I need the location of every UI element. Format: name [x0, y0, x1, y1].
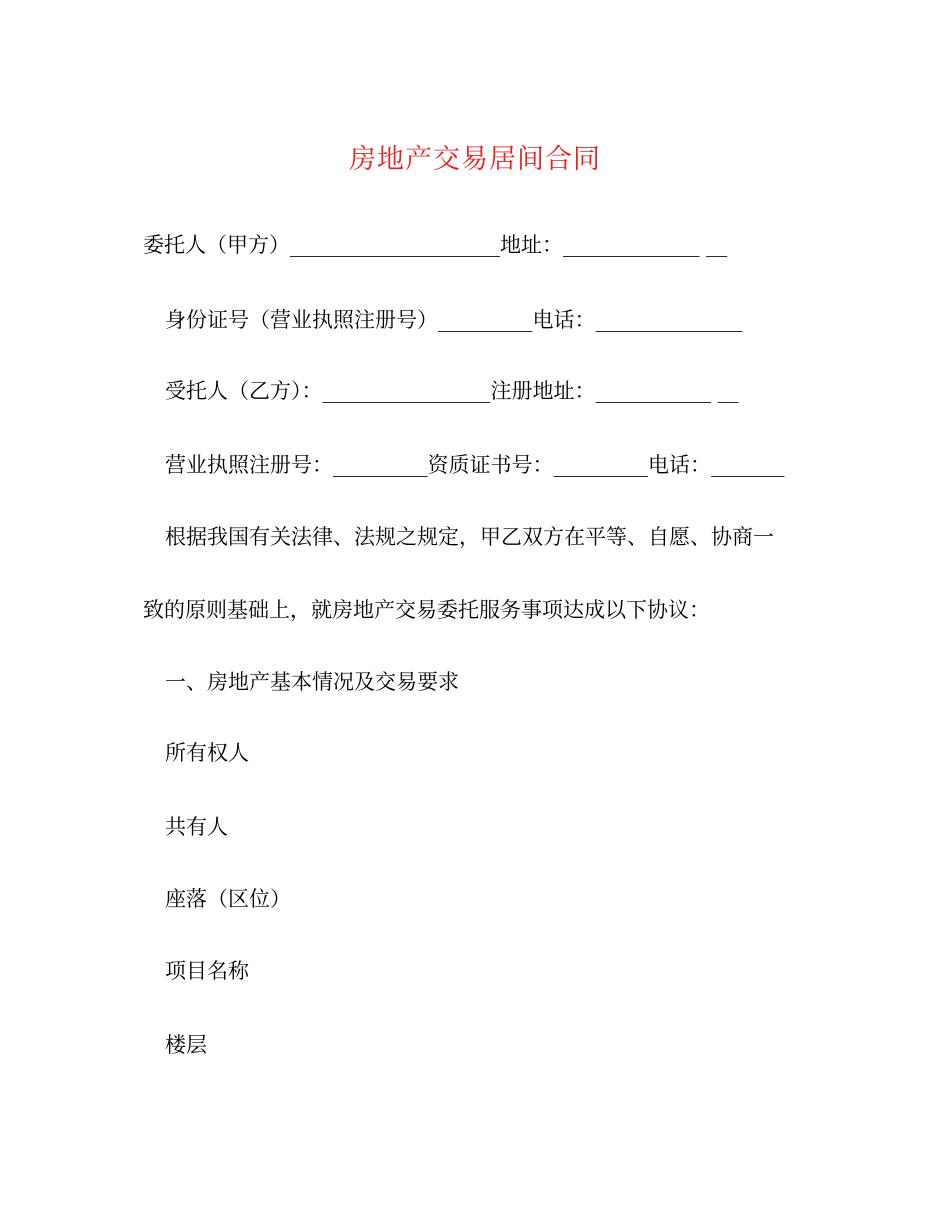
party-a-line: 委托人（甲方）____________________地址：_____________ __ [143, 233, 728, 257]
document-title: 房地产交易居间合同 [349, 144, 601, 175]
field-floor: 楼层 [165, 1033, 207, 1057]
party-b-license-line: 营业执照注册号：_________资质证书号：_________电话：_______ [165, 453, 785, 477]
field-co-owner: 共有人 [165, 815, 228, 839]
field-project-name: 项目名称 [165, 959, 249, 983]
field-location: 座落（区位） [165, 887, 291, 911]
party-b-line: 受托人（乙方）：________________注册地址：___________ __ [165, 379, 739, 403]
preamble-line-2: 致的原则基础上，就房地产交易委托服务事项达成以下协议： [143, 598, 710, 622]
preamble-line-1: 根据我国有关法律、法规之规定，甲乙双方在平等、自愿、协商一 [165, 525, 774, 549]
section-heading-1: 一、房地产基本情况及交易要求 [165, 670, 459, 694]
field-owner: 所有权人 [165, 741, 249, 765]
party-a-id-line: 身份证号（营业执照注册号）_________电话：______________ [165, 308, 743, 332]
